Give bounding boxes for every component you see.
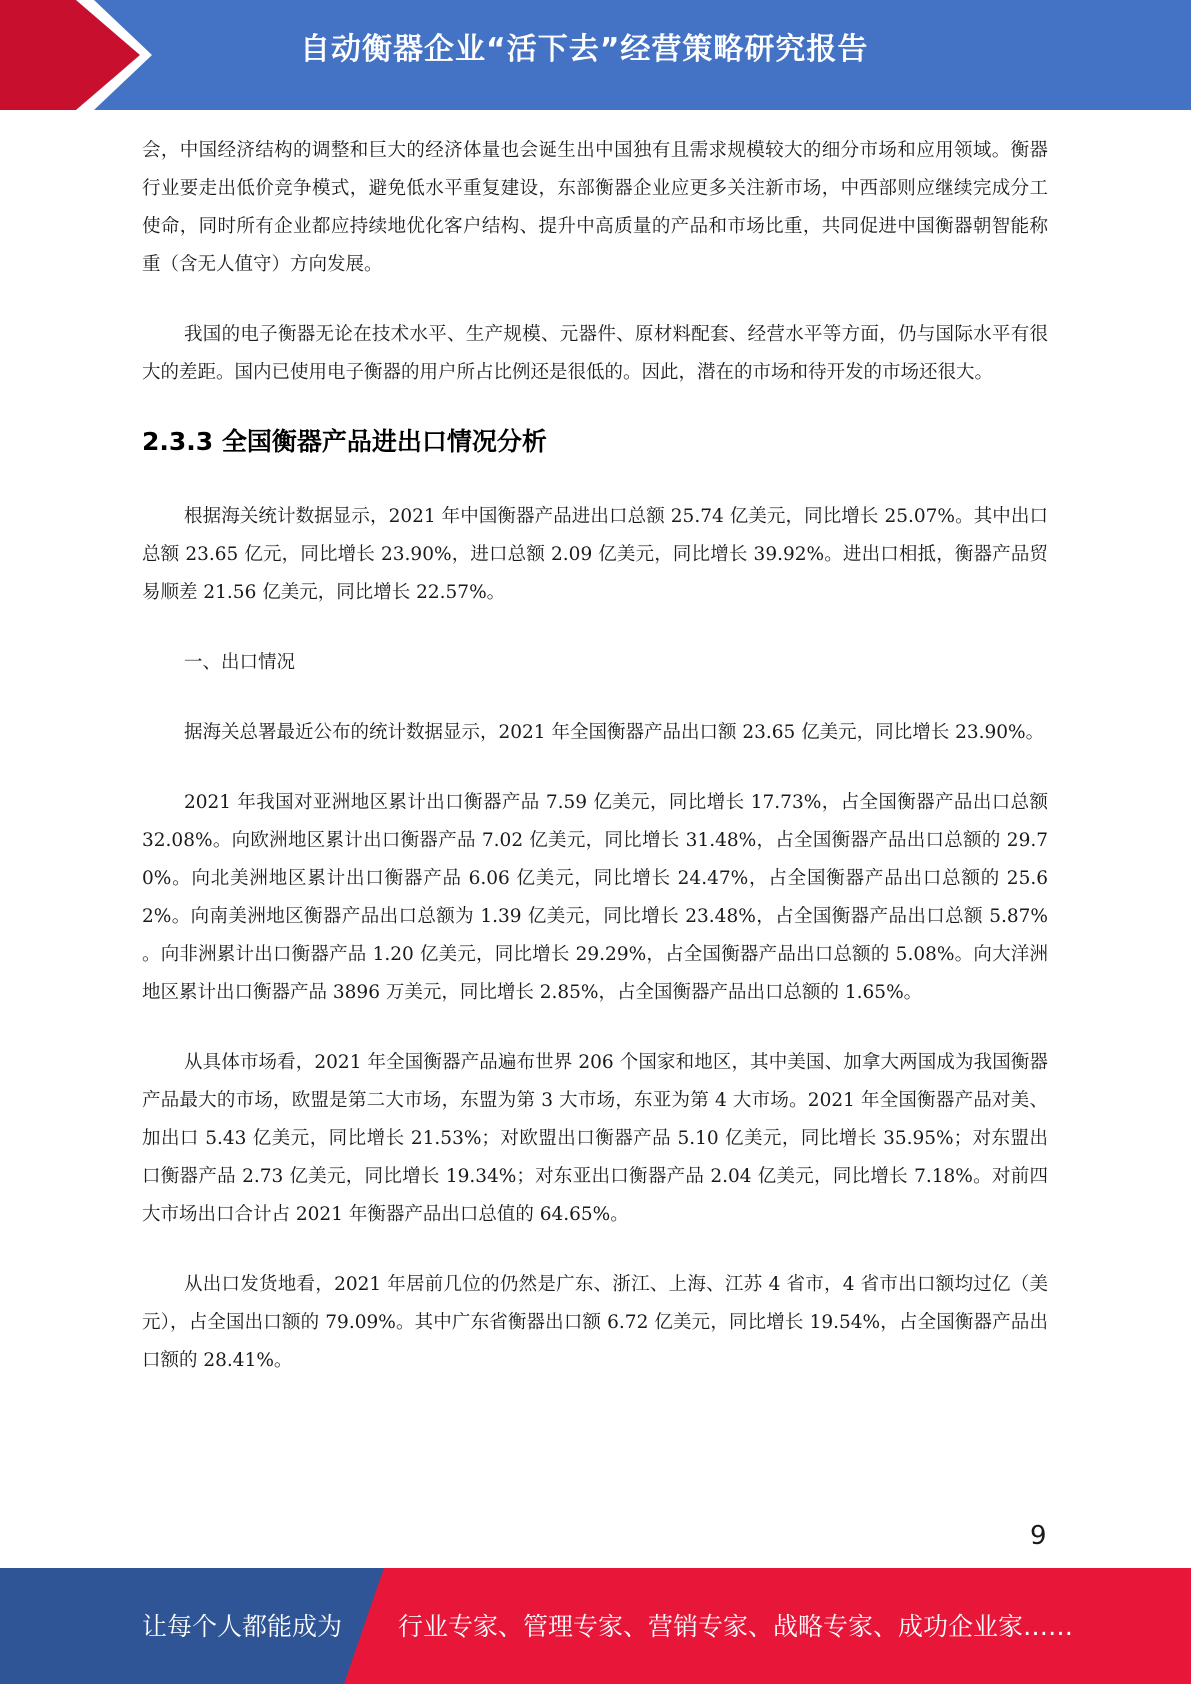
- footer-slogan-right: 行业专家、管理专家、营销专家、战略专家、成功企业家……: [398, 1612, 1074, 1641]
- footer-slogan-left: 让每个人都能成为: [142, 1612, 343, 1641]
- paragraph-continuation: 会，中国经济结构的调整和巨大的经济体量也会诞生出中国独有且需求规模较大的细分市场和应用领域。衡器行业要走出低价竞争模式，避免低水平重复建设，东部衡器企业应更多关注新市场，中西部则应继续完成分工使命，同时所有企业都应持续地优化客户结构、提升中高质量的产品和市场比重，共同促进中国衡器朝智能称重（含无人值守）方向发展。: [142, 140, 1048, 275]
- subheading-export: 一、出口情况: [184, 652, 296, 673]
- paragraph-export-total: 据海关总署最近公布的统计数据显示，2021 年全国衡器产品出口额 23.65 亿美元，同比增长 23.90%。: [184, 722, 1045, 743]
- paragraph-electronic-scales-gap: 我国的电子衡器无论在技术水平、生产规模、元器件、原材料配套、经营水平等方面，仍与国际水平有很大的差距。国内已使用电子衡器的用户所占比例还是很低的。因此，潜在的市场和待开发的市场还很大。: [142, 324, 1048, 383]
- section-heading: 2.3.3 全国衡器产品进出口情况分析: [142, 427, 547, 456]
- header-arrow-decoration: [0, 0, 160, 110]
- page-number: 9: [1030, 1521, 1047, 1551]
- page-content: [142, 132, 1048, 1412]
- paragraph-export-by-market: 从具体市场看，2021 年全国衡器产品遍布世界 206 个国家和地区，其中美国、加拿大两国成为我国衡器产品最大的市场，欧盟是第二大市场，东盟为第 3 大市场，东亚为第 4 大市场。2021 年全国衡器产品对美、加出口 5.43 亿美元，同比增长 21.53%；对欧盟出口衡器产品 5.10 亿美元，同比增长 35.95%；对东盟出口衡器产品 2.73 亿美元，同比增长 19.34%；对东亚出口衡器产品 2.04 亿美元，同比增长 7.18%。对前四大市场出口合计占 2021 年衡器产品出口总值的 64.65%。: [142, 1052, 1048, 1225]
- paragraph-export-by-origin: 从出口发货地看，2021 年居前几位的仍然是广东、浙江、上海、江苏 4 省市，4 省市出口额均过亿（美元），占全国出口额的 79.09%。其中广东省衡器出口额 6.72 亿美元，同比增长 19.54%，占全国衡器产品出口额的 28.41%。: [142, 1274, 1048, 1371]
- page-header: [0, 0, 1191, 110]
- paragraph-trade-totals: 根据海关统计数据显示，2021 年中国衡器产品进出口总额 25.74 亿美元，同比增长 25.07%。其中出口总额 23.65 亿元，同比增长 23.90%，进口总额 2.09 亿美元，同比增长 39.92%。进出口相抵，衡器产品贸易顺差 21.56 亿美元，同比增长 22.57%。: [142, 506, 1048, 603]
- paragraph-export-by-region: 2021 年我国对亚洲地区累计出口衡器产品 7.59 亿美元，同比增长 17.73%，占全国衡器产品出口总额 32.08%。向欧洲地区累计出口衡器产品 7.02 亿美元，同比增长 31.48%，占全国衡器产品出口总额的 29.70%。向北美洲地区累计出口衡器产品 6.06 亿美元，同比增长 24.47%，占全国衡器产品出口总额的 25.62%。向南美洲地区衡器产品出口总额为 1.39 亿美元，同比增长 23.48%，占全国衡器产品出口总额 5.87% 。向非洲累计出口衡器产品 1.20 亿美元，同比增长 29.29%，占全国衡器产品出口总额的 5.08%。向大洋洲地区累计出口衡器产品 3896 万美元，同比增长 2.85%，占全国衡器产品出口总额的 1.65%。: [142, 792, 1048, 1003]
- report-title: 自动衡器企业“活下去”经营策略研究报告: [300, 32, 869, 67]
- page-footer: [0, 1568, 1191, 1684]
- header-arrow-red: [0, 0, 140, 110]
